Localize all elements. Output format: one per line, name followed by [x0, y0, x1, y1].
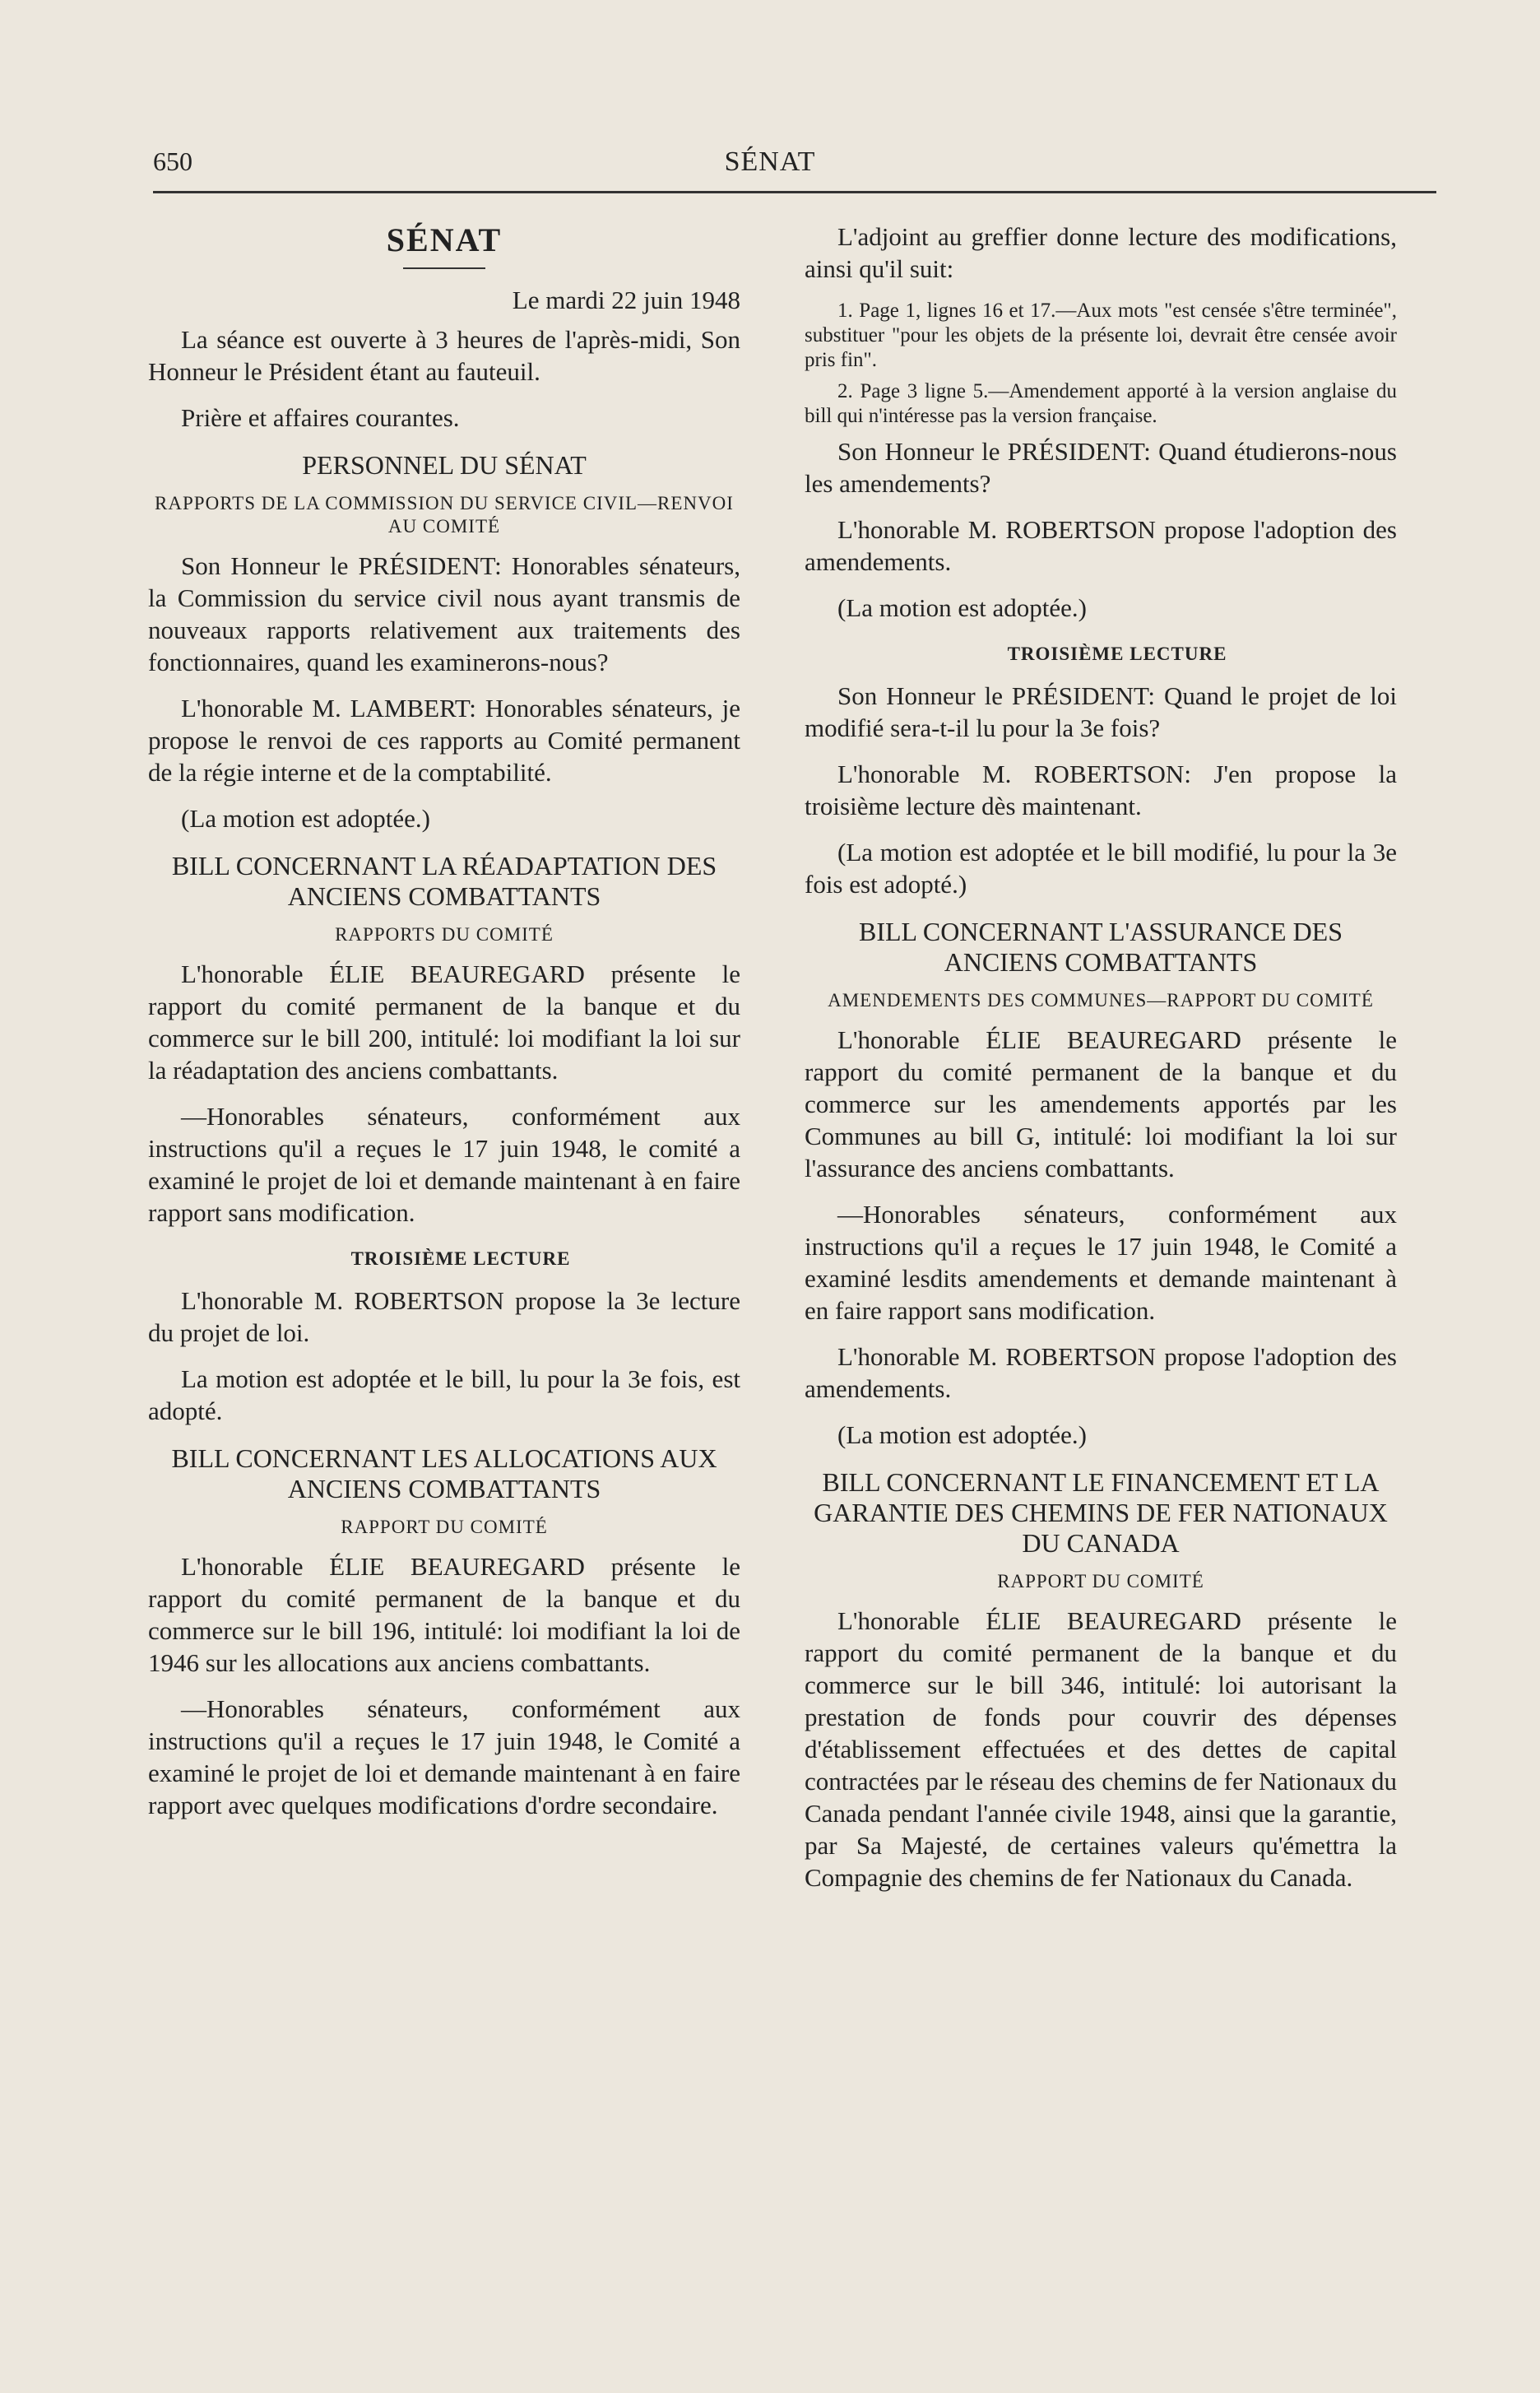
paragraph: L'honorable M. ROBERTSON: J'en propose la troisième lecture dès maintenant. [805, 760, 1397, 820]
section-subheading: RAPPORT DU COMITÉ [997, 1571, 1204, 1591]
paragraph: L'honorable ÉLIE BEAUREGARD présente le rapport du comité permanent de la banque et du commerce sur le bill 346, intitulé: loi autorisant la prestation de fonds pour couvrir des dépenses d'établissement effectuées et des dettes de capital contractées par le réseau des chemins de fer Nationaux du Canada pendant l'année civile 1948, ainsi que la garantie, par Sa Majesté, de certaines valeurs qu'émettra la Compagnie des chemins de fer Nationaux du Canada. [805, 1606, 1397, 1892]
amendment-item: 2. Page 3 ligne 5.—Amendement apporté à la version anglaise du bill qui n'intéresse pas la version française. [805, 380, 1397, 427]
section-subheading: TROISIÈME LECTURE [350, 1248, 571, 1269]
section-subheading: RAPPORTS DU COMITÉ [335, 924, 554, 945]
section-heading: BILL CONCERNANT L'ASSURANCE DES ANCIENS COMBATTANTS [858, 917, 1343, 977]
paragraph: La motion est adoptée et le bill, lu pour la 3e fois, est adopté. [148, 1364, 740, 1425]
paragraph: L'adjoint au greffier donne lecture des modifications, ainsi qu'il suit: [805, 222, 1397, 283]
paragraph: Son Honneur le PRÉSIDENT: Quand étudierons-nous les amendements? [805, 437, 1397, 498]
paragraph: —Honorables sénateurs, conformément aux instructions qu'il a reçues le 17 juin 1948, le comité a examiné le projet de loi et demande maintenant à en faire rapport sans modification. [148, 1102, 740, 1227]
paragraph: (La motion est adoptée.) [837, 593, 1088, 622]
section-subheading: AMENDEMENTS DES COMMUNES—RAPPORT DU COMITÉ [828, 990, 1374, 1011]
paragraph: La séance est ouverte à 3 heures de l'après-midi, Son Honneur le Président étant au fauteuil. [148, 325, 740, 386]
paragraph: L'honorable M. ROBERTSON propose l'adoption des amendements. [805, 1342, 1397, 1403]
paragraph: L'honorable M. LAMBERT: Honorables sénateurs, je propose le renvoi de ces rapports au Comité permanent de la régie interne et de la comptabilité. [148, 694, 740, 787]
paragraph: Son Honneur le PRÉSIDENT: Honorables sénateurs, la Commission du service civil nous ayant transmis de nouveaux rapports relativement aux traitements des fonctionnaires, quand les examinerons-nous? [148, 551, 740, 676]
paragraph: —Honorables sénateurs, conformément aux instructions qu'il a reçues le 17 juin 1948, le Comité a examiné le projet de loi et demande maintenant à en faire rapport avec quelques modifications d'ordre secondaire. [148, 1694, 740, 1819]
amendment-item: 1. Page 1, lignes 16 et 17.—Aux mots "est censée s'être terminée", substituer "pour les objets de la présente loi, devrait être censée avoir pris fin". [805, 300, 1397, 371]
section-subheading: RAPPORTS DE LA COMMISSION DU SERVICE CIVIL—RENVOI AU COMITÉ [155, 493, 734, 537]
left-column [148, 221, 740, 1835]
running-title: SÉNAT [724, 146, 816, 177]
paragraph: L'honorable M. ROBERTSON propose la 3e lecture du projet de loi. [148, 1286, 740, 1347]
paragraph: L'honorable ÉLIE BEAUREGARD présente le rapport du comité permanent de la banque et du commerce sur les amendements apportés par les Communes au bill G, intitulé: loi modifiant la loi sur l'assurance des anciens combattants. [805, 1025, 1397, 1183]
paragraph: L'honorable ÉLIE BEAUREGARD présente le rapport du comité permanent de la banque et du commerce sur le bill 196, intitulé: loi modifiant la loi de 1946 sur les allocations aux anciens combattants. [148, 1552, 740, 1677]
section-subheading: TROISIÈME LECTURE [1007, 644, 1227, 664]
section-heading: PERSONNEL DU SÉNAT [302, 450, 587, 480]
header-rule [153, 191, 1436, 193]
paragraph: (La motion est adoptée et le bill modifié, lu pour la 3e fois est adopté.) [805, 838, 1397, 899]
paragraph: Prière et affaires courantes. [181, 403, 460, 432]
paragraph: (La motion est adoptée.) [181, 804, 431, 833]
section-heading: BILL CONCERNANT LE FINANCEMENT ET LA GARANTIE DES CHEMINS DE FER NATIONAUX DU CANADA [814, 1467, 1388, 1558]
section-heading: BILL CONCERNANT LES ALLOCATIONS AUX ANCIENS COMBATTANTS [171, 1443, 717, 1503]
title-rule [403, 267, 485, 269]
paragraph: Son Honneur le PRÉSIDENT: Quand le projet de loi modifié sera-t-il lu pour la 3e fois? [805, 681, 1397, 742]
sitting-date: Le mardi 22 juin 1948 [512, 286, 740, 314]
right-column [805, 221, 1397, 1907]
paragraph: L'honorable ÉLIE BEAUREGARD présente le rapport du comité permanent de la banque et du commerce sur le bill 200, intitulé: loi modifiant la loi sur la réadaptation des anciens combattants. [148, 960, 740, 1085]
paragraph: L'honorable M. ROBERTSON propose l'adoption des amendements. [805, 515, 1397, 576]
paragraph: —Honorables sénateurs, conformément aux instructions qu'il a reçues le 17 juin 1948, le Comité a examiné lesdits amendements et demande maintenant à en faire rapport sans modification. [805, 1200, 1397, 1325]
section-subheading: RAPPORT DU COMITÉ [341, 1517, 548, 1537]
section-title: SÉNAT [386, 221, 503, 258]
section-heading: BILL CONCERNANT LA RÉADAPTATION DES ANCIENS COMBATTANTS [171, 851, 717, 911]
paragraph: (La motion est adoptée.) [837, 1420, 1088, 1449]
page-number: 650 [153, 146, 192, 176]
